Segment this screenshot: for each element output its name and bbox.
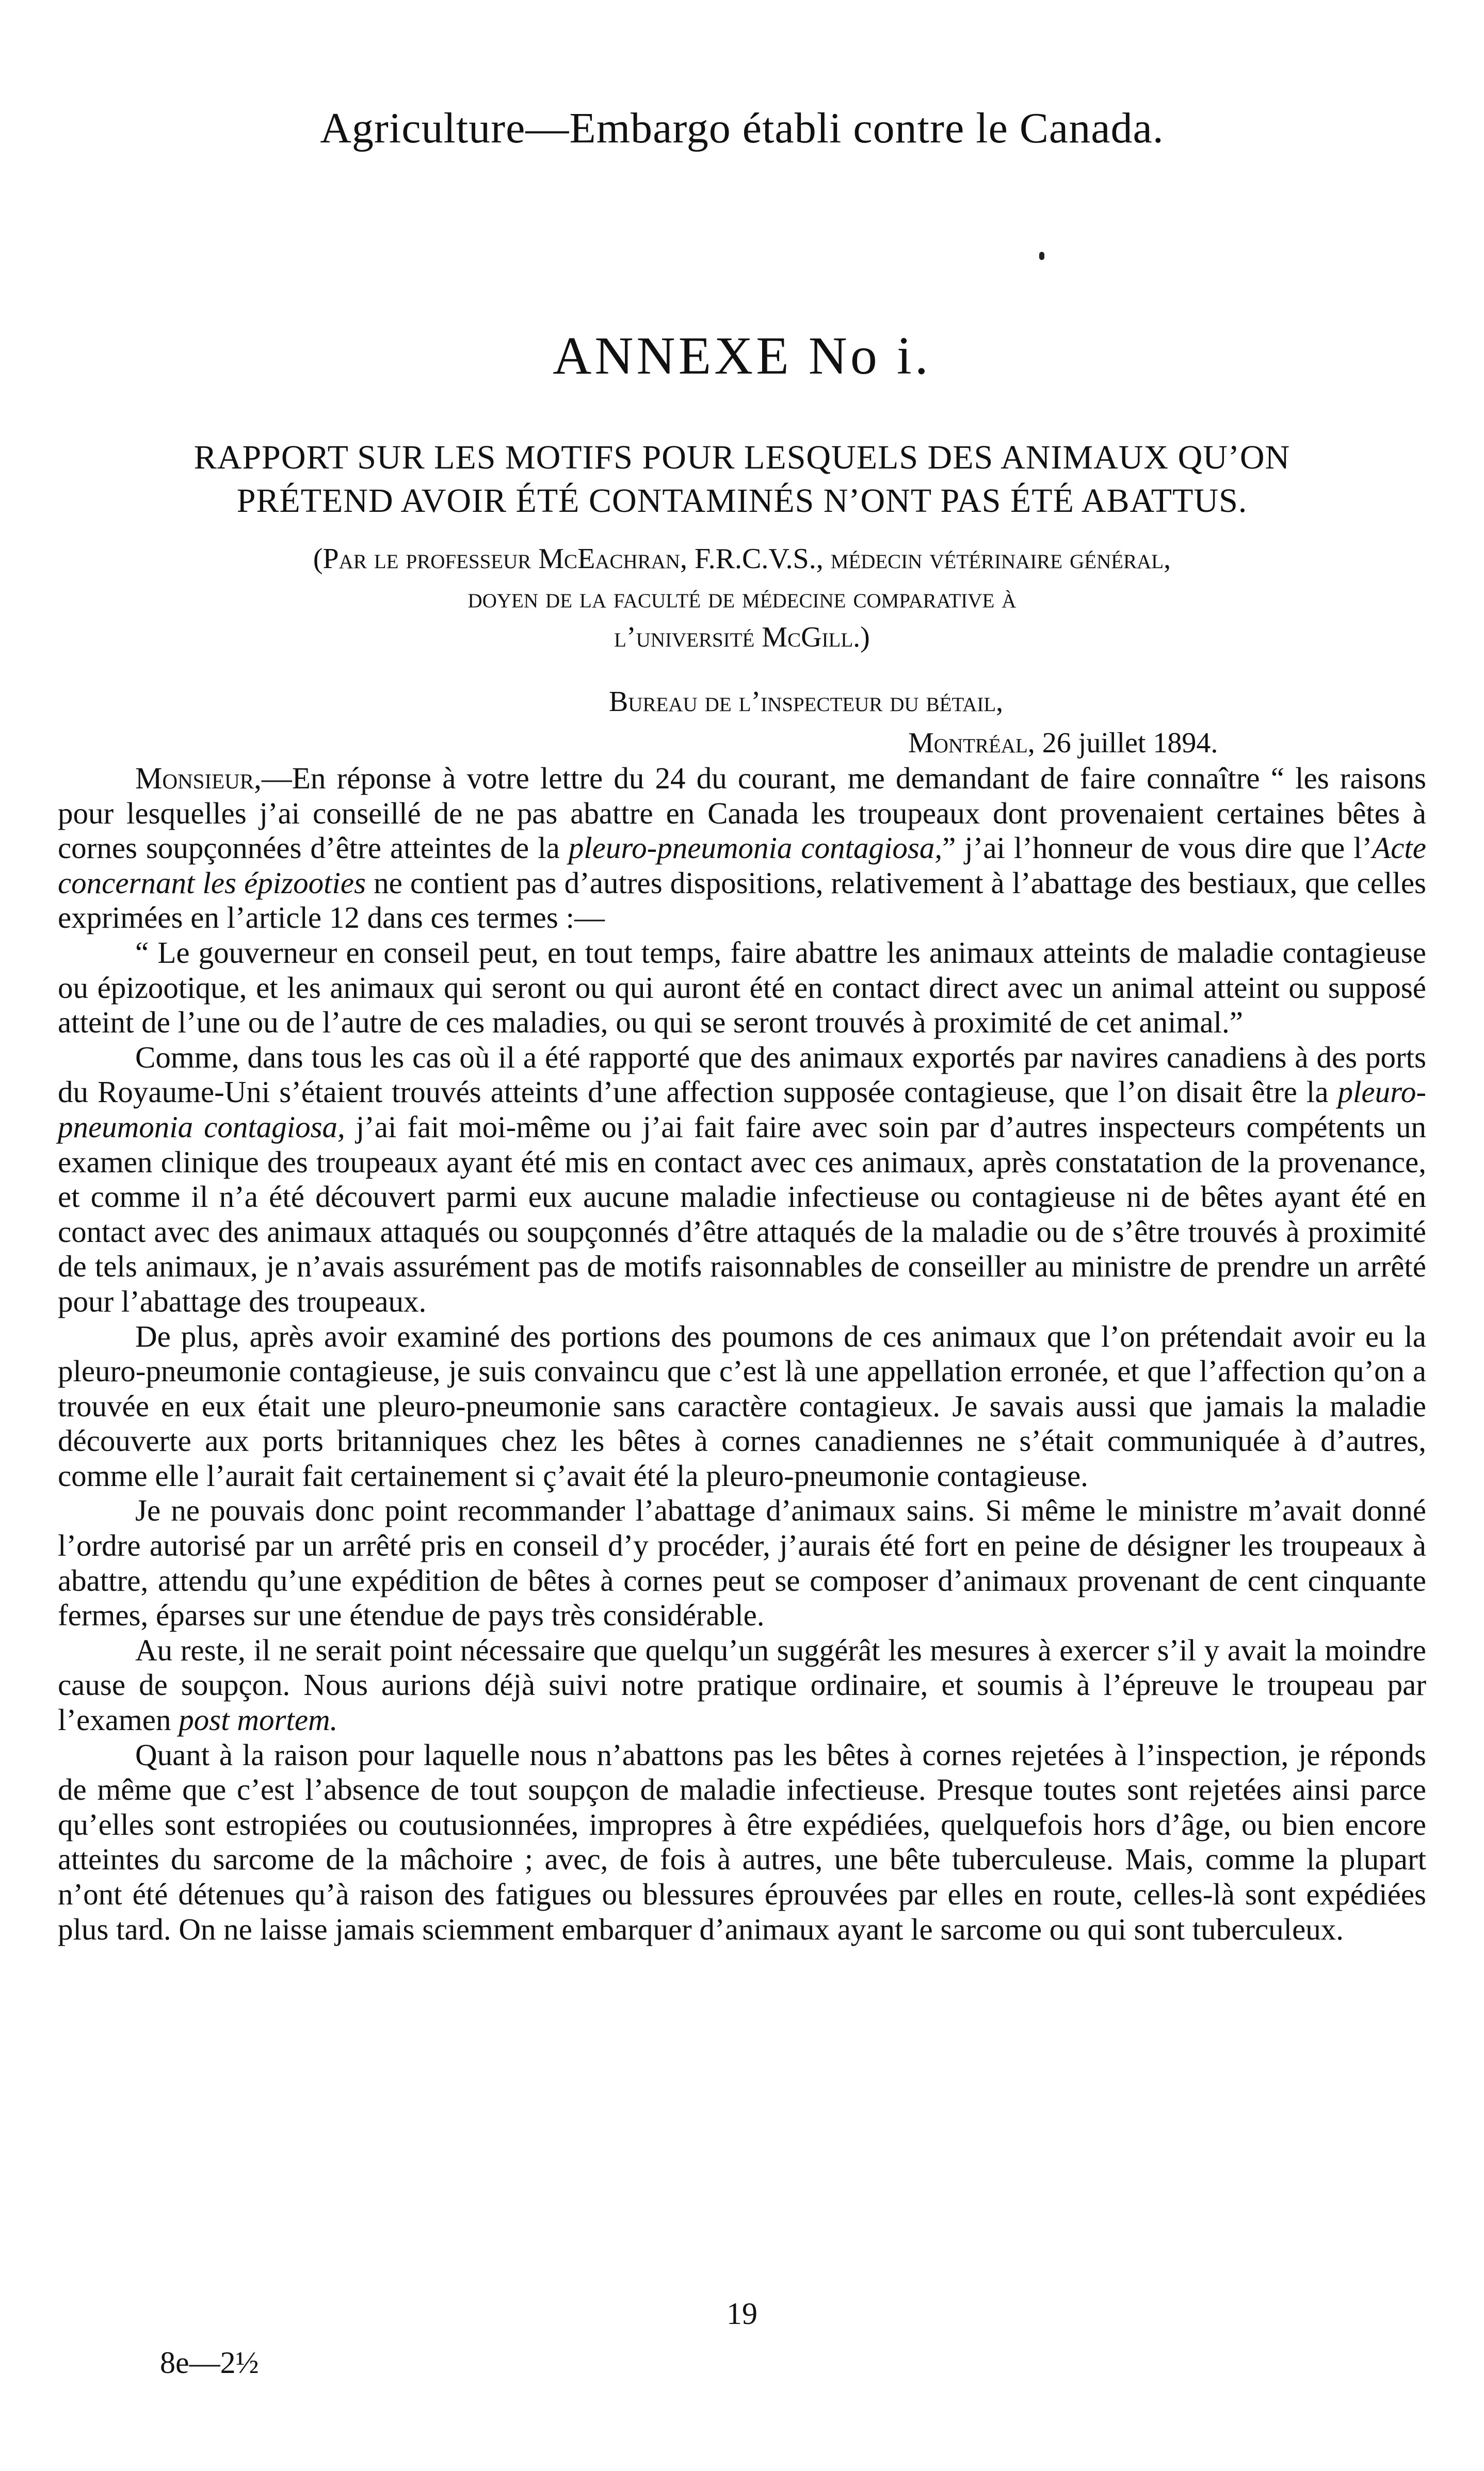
paragraph-1-text-b: ” j’ai l’honneur de vous dire que l’ — [942, 831, 1373, 865]
signature-mark: 8e—2½ — [160, 2346, 259, 2380]
paragraph-6-text-a: Au reste, il ne serait point nécessaire que quelqu’un suggérât les mesures à exercer s’il y avait la moindre cause de soupçon. Nous aurions déjà suivi notre pratique ordinaire, et soumis à l’épreuve le troupeau par l’examen — [58, 1633, 1426, 1737]
paragraph-3 — [58, 1040, 1426, 1319]
paragraph-7: Quant à la raison pour laquelle nous n’abattons pas les bêtes à cornes rejetées à l’inspection, je réponds de même que c’est l’absence de tout soupçon de maladie infectieuse. Presque toutes sont rejetées ainsi parce qu’elles sont estropiées ou coutusionnées, impropres à être expédiées, quelquefois hors d’âge, ou bien encore atteintes du sarcome de la mâchoire ; avec, de fois à autres, une bête tuberculeuse. Mais, comme la plupart n’ont été détenues qu’à raison des fatigues ou blessures éprouvées par elles en route, celles-là sont expédiées plus tard. On ne laisse jamais sciemment embarquer d’animaux ayant le sarcome ou qui sont tuberculeux. — [58, 1737, 1426, 1946]
paragraph-1 — [58, 761, 1426, 935]
author-line-1: (Par le professeur McEachran, F.R.C.V.S., médecin vétérinaire général, — [313, 543, 1171, 575]
author-credit — [57, 539, 1427, 657]
italic-post-mortem: post mortem. — [179, 1703, 338, 1737]
annex-title: ANNEXE No i. — [553, 326, 931, 385]
italic-act-name: Acte concernant les épizooties — [58, 831, 1426, 900]
paragraph-6 — [58, 1633, 1426, 1738]
author-line-3: l’université McGill.) — [614, 621, 870, 653]
paragraph-3-text-b: j’ai fait moi-même ou j’ai fait faire avec soin par d’autres inspecteurs compétents un examen clinique des troupeaux ayant été mis en contact avec ces animaux, après constatation de la provenance, et comme il n’a été découvert parmi eux aucune maladie infectieuse ou contagieuse ni de bêtes ayant été en contact avec des animaux attaqués ou soupçonnés d’être attaqués de la maladie ou de s’être trouvés à proximité de tels animaux, je n’avais assurément pas de motifs raisonnables de conseiller au ministre de prendre un arrêté pour l’abattage des troupeaux. — [58, 1109, 1426, 1318]
paragraph-3-text-a: Comme, dans tous les cas où il a été rapporté que des animaux exportés par navires canadiens à des ports du Royaume-Uni s’étaient trouvés atteints d’une affection supposée contagieuse, que l’on disait être la — [58, 1040, 1426, 1109]
paragraph-5: Je ne pouvais donc point recommander l’abattage d’animaux sains. Si même le ministre m’avait donné l’ordre autorisé par un arrêté pris en conseil d’y procéder, j’aurais été fort en peine de désigner les troupeaux à abattre, attendu qu’une expédition de bêtes à cornes peut se composer d’animaux provenant de cent cinquante fermes, éparses sur une étendue de pays très considérable. — [58, 1493, 1426, 1633]
office-name: Bureau de l’inspecteur du bétail, — [609, 686, 1004, 718]
place-name: Montréal — [908, 727, 1028, 759]
ink-speck — [1039, 252, 1044, 260]
letter-body — [58, 761, 1426, 1947]
paragraph-4: De plus, après avoir examiné des portions des poumons de ces animaux que l’on prétendait avoir eu la pleuro-pneumonie contagieuse, je suis convaincu que c’est là une appellation erronée, et que l’affection qu’on a trouvée en eux était une pleuro-pneumonie sans caractère contagieux. Je savais aussi que jamais la maladie découverte aux ports britanniques chez les bêtes à cornes canadiennes ne s’était communiquée à d’autres, comme elle l’aurait fait certainement si ç’avait été la pleuro-pneumonie contagieuse. — [58, 1319, 1426, 1493]
report-title — [57, 436, 1427, 523]
author-line-2: doyen de la faculté de médecine comparative à — [467, 582, 1017, 614]
page-number: 19 — [727, 2297, 757, 2331]
letter-date: , 26 juillet 1894. — [1027, 727, 1218, 759]
paragraph-2-quotation: “ Le gouverneur en conseil peut, en tout temps, faire abattre les animaux atteints de maladie contagieuse ou épizootique, et les animaux qui seront ou qui auront été en contact direct avec un animal atteint ou supposé atteint de l’une ou de l’autre de ces maladies, ou qui se seront trouvés à proximité de cet animal.” — [58, 935, 1426, 1040]
salutation: Monsieur — [135, 761, 254, 795]
report-title-line-1: RAPPORT SUR LES MOTIFS POUR LESQUELS DES ANIMAUX QU’ON — [193, 439, 1291, 476]
running-header: Agriculture—Embargo établi contre le Canada. — [320, 104, 1164, 152]
letter-heading — [609, 681, 1342, 764]
italic-disease-name: pleuro-pneumonia contagiosa, — [568, 831, 943, 865]
paragraph-1-text-a: ,—En réponse à votre lettre du 24 du courant, me demandant de faire connaître “ les raisons pour lesquelles j’ai conseillé de ne pas abattre en Canada les troupeaux dont provenaient certaines bêtes à cornes soupçonnées d’être atteintes de la — [58, 761, 1426, 865]
place-date — [609, 722, 1342, 764]
italic-disease-name-2: pleuro-pneumonia contagiosa, — [58, 1075, 1426, 1144]
report-title-line-2: PRÉTEND AVOIR ÉTÉ CONTAMINÉS N’ONT PAS ÉTÉ ABATTUS. — [236, 482, 1248, 520]
paragraph-1-text-c: ne contient pas d’autres dispositions, relativement à l’abattage des bestiaux, que celles exprimées en l’article 12 dans ces termes :— — [58, 865, 1426, 935]
